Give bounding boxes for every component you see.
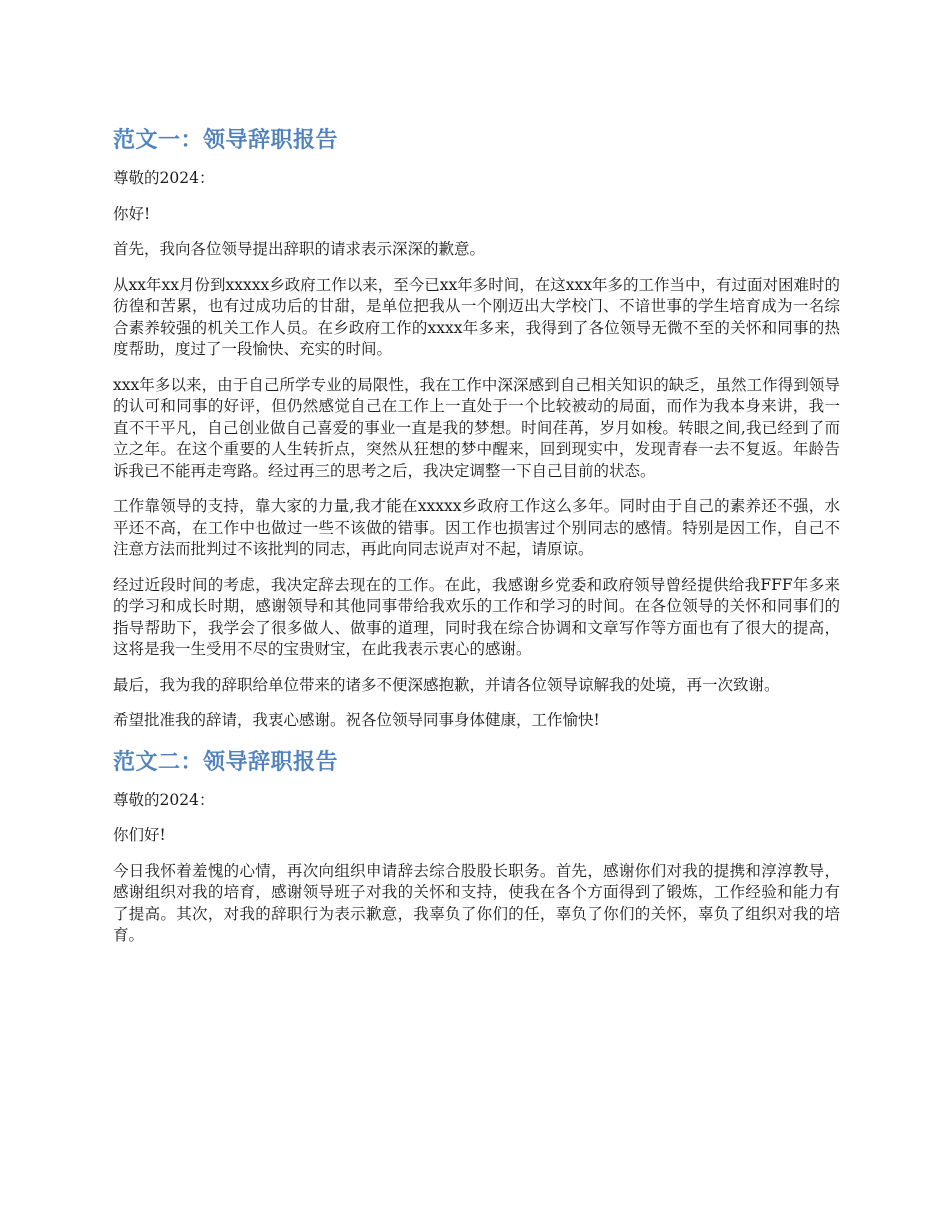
greeting: 你们好! xyxy=(113,826,166,844)
section-title: 范文二：领导辞职报告 xyxy=(113,749,339,775)
document-page xyxy=(113,124,840,961)
section-2 xyxy=(113,746,840,947)
body-paragraph: 今日我怀着羞愧的心情，再次向组织申请辞去综合股股长职务。首先，感谢你们对我的提携和淳淳教导，感谢组织对我的培育，感谢领导班子对我的关怀和支持，使我在各个方面得到了锻炼，工作经验和能力有了提高。其次，对我的辞职行为表示歉意，我辜负了你们的任，辜负了你们的关怀，辜负了组织对我的培育。 xyxy=(113,861,840,944)
body-paragraph: 工作靠领导的支持，靠大家的力量,我才能在xxxxx乡政府工作这么多年。同时由于自己的素养还不强，水平还不高，在工作中也做过一些不该做的错事。因工作也损害过个别同志的感情。特别是因工作，自己不注意方法而批判过不该批判的同志，再此向同志说声对不起，请原谅。 xyxy=(113,497,840,558)
salutation: 尊敬的2024： xyxy=(113,790,215,809)
section-title: 范文一：领导辞职报告 xyxy=(113,128,339,153)
greeting: 你好! xyxy=(113,204,151,223)
salutation: 尊敬的2024： xyxy=(113,169,215,187)
body-paragraph: 首先，我向各位领导提出辞职的请求表示深深的歉意。 xyxy=(113,240,486,258)
body-paragraph: 从xx年xx月份到xxxxx乡政府工作以来，至今已xx年多时间，在这xxx年多的工作当中，有过面对困难时的彷徨和苦累，也有过成功后的甘甜，是单位把我从一个刚迈出大学校门、不谙世事的学生培育成为一名综合素养较强的机关工作人员。在乡政府工作的xxxx年多来，我得到了各位领导无微不至的关怀和同事的热度帮助，度过了一段愉快、充实的时间。 xyxy=(113,275,840,358)
body-paragraph: 经过近段时间的考虑，我决定辞去现在的工作。在此，我感谢乡党委和政府领导曾经提供给我FFF年多来的学习和成长时期，感谢领导和其他同事带给我欢乐的工作和学习的时间。在各位领导的关怀和同事们的指导帮助下，我学会了很多做人、做事的道理，同时我在综合协调和文章写作等方面也有了很大的提高，这将是我一生受用不尽的宝贵财宝，在此我表示衷心的感谢。 xyxy=(113,575,840,658)
section-1 xyxy=(113,124,840,732)
body-paragraph: xxx年多以来，由于自己所学专业的局限性，我在工作中深深感到自己相关知识的缺乏，虽然工作得到领导的认可和同事的好评，但仍然感觉自己在工作上一直处于一个比较被动的局面，而作为我本身来讲，我一直不干平凡，自己创业做自己喜爱的事业一直是我的梦想。时间荏苒，岁月如梭。转眼之间,我已经到了而立之年。在这个重要的人生转折点，突然从狂想的梦中醒来，回到现实中，发现青春一去不复返。年龄告诉我已不能再走弯路。经过再三的思考之后，我决定调整一下自己目前的状态。 xyxy=(113,375,840,480)
closing-paragraph: 希望批准我的辞请，我衷心感谢。祝各位领导同事身体健康，工作愉快! xyxy=(113,711,600,729)
body-paragraph: 最后，我为我的辞职给单位带来的诸多不便深感抱歉，并请各位领导谅解我的处境，再一次致谢。 xyxy=(113,675,780,694)
